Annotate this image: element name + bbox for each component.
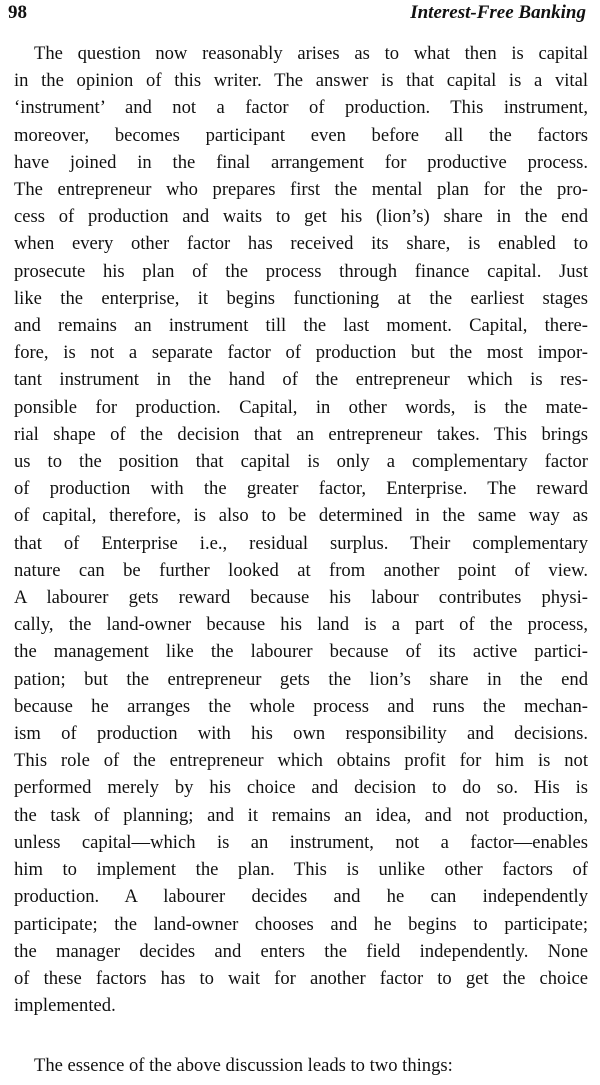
text-line: ‘instrument’ and not a factor of production. This instrument, <box>14 97 588 119</box>
text-line: moreover, becomes participant even before all the factors <box>14 124 588 146</box>
text-line: rial shape of the decision that an entrepreneur takes. This brings <box>14 423 588 445</box>
paragraph-1 <box>14 40 588 1019</box>
text-line: of production with the greater factor, Enterprise. The reward <box>14 478 588 500</box>
text-line: prosecute his plan of the process through finance capital. Just <box>14 260 588 282</box>
text-line: ism of production with his own responsibility and decisions. <box>14 723 588 745</box>
text-line: us to the position that capital is only a complementary factor <box>14 451 588 473</box>
text-line: like the enterprise, it begins functioning at the earliest stages <box>14 287 588 309</box>
text-line: the manager decides and enters the field independently. None <box>14 940 588 962</box>
running-title: Interest-Free Banking <box>410 2 586 23</box>
text-line: and remains an instrument till the last moment. Capital, there- <box>14 315 588 337</box>
text-line: The entrepreneur who prepares first the mental plan for the pro- <box>14 179 588 201</box>
text-line: the task of planning; and it remains an idea, and not production, <box>14 804 588 826</box>
text-line: participate; the land-owner chooses and he begins to participate; <box>14 913 588 935</box>
text-line: A labourer gets reward because his labour contributes physi- <box>14 587 588 609</box>
text-line: production. A labourer decides and he can independently <box>14 886 588 908</box>
page-header <box>8 2 586 30</box>
paragraph-2-first-line: The essence of the above discussion leads to two things: <box>34 1055 453 1076</box>
text-line: fore, is not a separate factor of production but the most impor- <box>14 342 588 364</box>
text-line: because he arranges the whole process and runs the mechan- <box>14 695 588 717</box>
text-line: him to implement the plan. This is unlike other factors of <box>14 859 588 881</box>
text-line: tant instrument in the hand of the entrepreneur which is res- <box>14 369 588 391</box>
text-line: cally, the land-owner because his land is a part of the process, <box>14 614 588 636</box>
page-number: 98 <box>8 2 27 23</box>
text-line: This role of the entrepreneur which obtains profit for him is not <box>14 750 588 772</box>
text-line: unless capital—which is an instrument, not a factor—enables <box>14 831 588 853</box>
text-line: the management like the labourer because of its active partici- <box>14 641 588 663</box>
text-line: of capital, therefore, is also to be determined in the same way as <box>14 505 588 527</box>
text-line: have joined in the final arrangement for productive process. <box>14 151 588 173</box>
text-line: when every other factor has received its share, is enabled to <box>14 233 588 255</box>
text-line: pation; but the entrepreneur gets the lion’s share in the end <box>14 668 588 690</box>
text-line: The question now reasonably arises as to what then is capital <box>34 43 588 64</box>
text-line: that of Enterprise i.e., residual surplus. Their complementary <box>14 532 588 554</box>
text-line: of these factors has to wait for another factor to get the choice <box>14 967 588 989</box>
text-line: implemented. <box>14 995 116 1017</box>
text-line: performed merely by his choice and decision to do so. His is <box>14 777 588 799</box>
text-line: ponsible for production. Capital, in other words, is the mate- <box>14 396 588 418</box>
text-line: nature can be further looked at from another point of view. <box>14 559 588 581</box>
text-line: cess of production and waits to get his (lion’s) share in the end <box>14 206 588 228</box>
text-line: in the opinion of this writer. The answer is that capital is a vital <box>14 70 588 92</box>
